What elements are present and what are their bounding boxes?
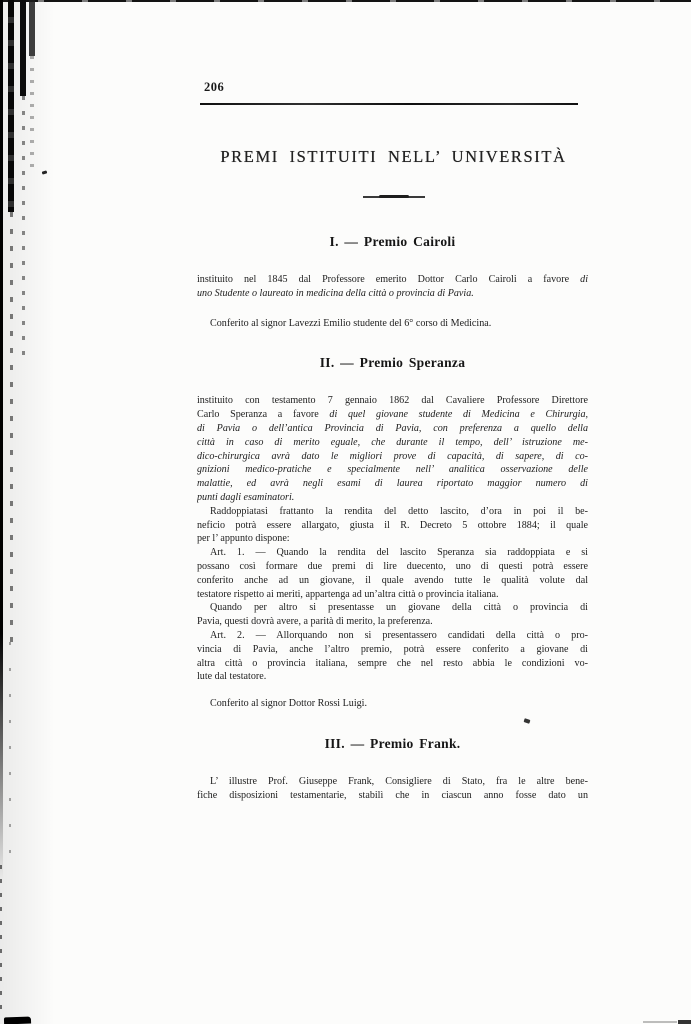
scan-artifact-bottom-left [4,1017,31,1024]
section-heading: I. — Premio Cairoli [329,234,456,249]
text-line: Pavia, questi dovrà avere, a parità di merito, la preferenza. [197,616,433,628]
section-heading: III. — Premio Frank. [324,735,461,751]
scan-artifact-left-edge [0,0,3,880]
paragraph [197,317,588,331]
text-line: città in caso di merito eguale, che durante il tempo, dell’ istruzione me- [197,436,588,448]
page-number: 206 [204,80,225,94]
paragraph [197,601,588,629]
scan-artifact-binding-streak [9,642,11,862]
scan-artifact-binding-streak [10,212,13,642]
section-heading: II. — Premio Speranza [319,355,466,371]
text-line: per l’ appunto dispone: [197,533,290,545]
text-line: Conferito al signor Lavezzi Emilio studente del 6° corso di Medicina. [210,317,492,329]
scan-artifact-binding-streak [29,0,35,56]
text-line: instituito nel 1845 dal Professore emerito Dottor Carlo Cairoli a favore di [197,274,588,285]
text-line: possano così formare due premi di lire duecento, uno di questi potrà essere [197,560,588,572]
text-line: Art. 1. — Quando la rendita del lascito Speranza sia raddoppiata e si [210,547,588,559]
text-line: uno Studente o laureato in medicina della città o provincia di Pavia. [197,287,474,299]
paragraph [197,394,588,504]
ornament-core [379,195,409,198]
text-line: Carlo Speranza a favore di quel giovane studente di Medicina e Chirurgia, [197,409,588,421]
ink-speck [42,170,48,174]
text-line: di Pavia o dell’antica Provincia di Pavia, con preferenza a quello della [197,422,588,434]
text-line: lute dal testatore. [197,671,267,683]
scan-artifact-binding-streak [8,0,14,212]
text-line: instituito con testamento 7 gennaio 1862 dal Cavaliere Professore Direttore [197,395,588,407]
paragraph [197,546,588,601]
paragraph [197,775,588,803]
scan-artifact-left-edge-dots [0,865,2,1015]
text-line: dico-chirurgica avrà dato le migliori prove di capacità, di sapere, di co- [197,450,588,462]
text-line: punti dagli esaminatori. [197,491,295,503]
document-title: PREMI ISTITUITI NELL’ UNIVERSITÀ [220,147,567,166]
text-line: neficio potrà essere allargato, giusta il R. Decreto 5 ottobre 1884; il quale [197,519,588,531]
text-line: gnizioni medico-pratiche e specialmente nell’ analitica osservazione delle [197,464,588,476]
scan-artifact-binding-streak [30,56,34,171]
text-line: fiche disposizioni testamentarie, stabilì che in ciascun anno fosse dato un [197,789,588,801]
title-ornament [363,194,425,200]
text-line: altra città o provincia italiana, sempre che nel resto abbia le condizioni vo- [197,657,588,669]
paragraph [197,697,588,711]
text-line: Quando per altro si presentasse un giovane della città o provincia di [210,602,588,614]
text-line: Raddoppiatasi frattanto la rendita del detto lascito, d’ora in poi il be- [210,505,588,517]
text-line: malattie, ed avrà negli esami di laurea riportato maggior numero di [197,478,588,490]
text-line: L’ illustre Prof. Giuseppe Frank, Consigliere di Stato, fra le altre bene- [210,775,588,787]
paragraph [197,505,588,546]
scan-artifact-bottom-right [643,1021,677,1023]
scan-artifact-binding-streak [20,0,26,96]
text-line: Conferito al signor Dottor Rossi Luigi. [210,698,368,710]
text-line: testatore rispetto ai meriti, appartenga ad un’altra città o provincia italiana. [197,588,499,600]
text-line: conferito anche ad un giovane, il quale avendo tutte le qualità volute dal [197,574,588,586]
scan-artifact-bottom-right [678,1020,691,1024]
paragraph [197,273,588,301]
text-line: Art. 2. — Allorquando non si presentassero candidati della città o pro- [210,629,588,641]
paragraph [197,629,588,684]
document-body [197,233,588,803]
scan-artifact-binding-streak [22,96,25,361]
header-rule [200,103,578,105]
scan-artifact-top-edge [0,0,691,2]
text-line: vincia di Pavia, anche l’altro premio, potrà essere conferito a giovane di [197,643,588,655]
